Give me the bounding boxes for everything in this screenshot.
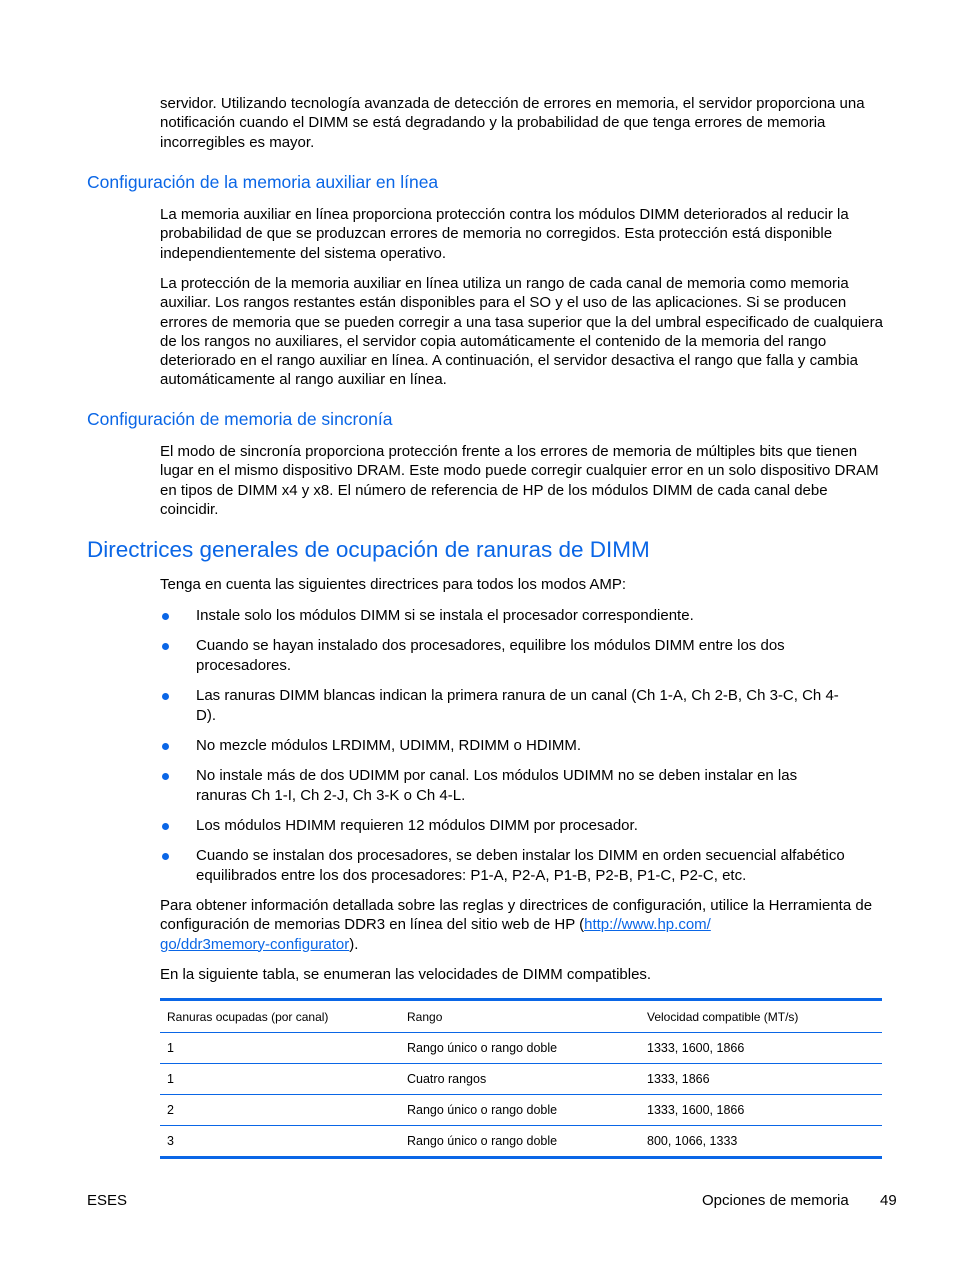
table-row [160, 1126, 882, 1156]
table-cell: Rango único o rango doble [407, 1134, 558, 1148]
lockstep-heading: Configuración de memoria de sincronía [87, 409, 393, 429]
guideline-item [160, 636, 850, 676]
table-cell: 1 [167, 1072, 174, 1086]
spare-memory-heading: Configuración de la memoria auxiliar en línea [87, 172, 439, 192]
guideline-item [160, 686, 850, 726]
table-header-row [160, 1001, 882, 1033]
guideline-text: No mezcle módulos LRDIMM, UDIMM, RDIMM o HDIMM. [196, 737, 582, 754]
bullet-icon [162, 773, 169, 780]
table-row [160, 1033, 882, 1064]
table-row [160, 1064, 882, 1095]
table-cell: 1 [167, 1041, 174, 1055]
footer-locale: ESES [87, 1192, 128, 1209]
spare-memory-paragraph-1: La memoria auxiliar en línea proporciona protección contra los módulos DIMM deteriorados al reducir la probabilidad de que se produzcan errores de memoria no corregidos. Esta protección está disponible independientemente del sistema operativo. [160, 206, 849, 262]
guideline-item [160, 606, 850, 626]
spare-memory-paragraph-2: La protección de la memoria auxiliar en línea utiliza un rango de cada canal de memoria como memoria auxiliar. Los rangos restantes están disponibles para el SO y el uso de las aplicaciones. Si se producen errores de memoria que se pueden corregir a una tasa superior que la del umbral especificado de cualquiera de los rangos no auxiliares, el servidor copia automáticamente el contenido de la memoria del rango deteriorado en el rango auxiliar en línea. A continuación, el servidor desactiva el rango que falla y cambia automáticamente al rango auxiliar en línea. [160, 275, 883, 389]
guideline-text: Cuando se instalan dos procesadores, se deben instalar los DIMM en orden secuencial alfabético equilibrados entre los dos procesadores: P1-A, P2-A, P1-B, P2-B, P1-C, P2-C, etc. [196, 847, 845, 884]
bullet-icon [162, 613, 169, 620]
guideline-text: Cuando se hayan instalado dos procesadores, equilibre los módulos DIMM entre los dos procesadores. [196, 637, 785, 674]
bullet-icon [162, 853, 169, 860]
guideline-item [160, 846, 850, 886]
more-info-closing: ). [349, 935, 359, 953]
guideline-text: Las ranuras DIMM blancas indican la primera ranura de un canal (Ch 1-A, Ch 2-B, Ch 3-C, Ch 4-D). [196, 687, 839, 724]
table-header-cell: Velocidad compatible (MT/s) [647, 1009, 799, 1024]
table-cell: Cuatro rangos [407, 1072, 487, 1086]
table-cell: Rango único o rango doble [407, 1103, 558, 1117]
configurator-link-part2: go/ddr3memory-configurator [160, 935, 350, 953]
more-info-paragraph [160, 896, 884, 954]
guidelines-intro: Tenga en cuenta las siguientes directrices para todos los modos AMP: [160, 576, 627, 593]
guideline-item [160, 766, 850, 806]
bullet-icon [162, 743, 169, 750]
guideline-item [160, 736, 850, 756]
bullet-icon [162, 643, 169, 650]
table-cell: 1333, 1600, 1866 [647, 1041, 745, 1055]
table-cell: 1333, 1866 [647, 1072, 710, 1086]
dimm-speed-table [160, 998, 882, 1159]
guideline-item [160, 816, 850, 836]
table-intro: En la siguiente tabla, se enumeran las velocidades de DIMM compatibles. [160, 966, 652, 983]
table-header-cell: Ranuras ocupadas (por canal) [167, 1009, 329, 1024]
footer-page-number: 49 [880, 1192, 897, 1209]
more-info-text: Para obtener información detallada sobre las reglas y directrices de configuración, utilice la Herramienta de configuración de memorias DDR3 en línea del sitio web de HP ( [160, 897, 873, 934]
intro-paragraph: servidor. Utilizando tecnología avanzada de detección de errores en memoria, el servidor proporciona una notificación cuando el DIMM se está degradando y la probabilidad de que tenga errores de memoria incorregibles es mayor. [160, 95, 865, 151]
bullet-icon [162, 693, 169, 700]
table-cell: 3 [167, 1134, 174, 1148]
table-cell: 2 [167, 1103, 174, 1117]
table-cell: Rango único o rango doble [407, 1041, 558, 1055]
guidelines-heading: Directrices generales de ocupación de ranuras de DIMM [87, 537, 650, 562]
footer-section-title: Opciones de memoria [702, 1192, 849, 1209]
guideline-text: Los módulos HDIMM requieren 12 módulos DIMM por procesador. [196, 817, 638, 834]
guideline-text: Instale solo los módulos DIMM si se instala el procesador correspondiente. [196, 607, 694, 624]
bullet-icon [162, 823, 169, 830]
table-header-cell: Rango [407, 1009, 443, 1024]
table-row [160, 1095, 882, 1126]
lockstep-paragraph: El modo de sincronía proporciona protección frente a los errores de memoria de múltiples bits que tienen lugar en el mismo dispositivo DRAM. Este modo puede corregir cualquier error en un solo dispositivo DRAM en tipos de DIMM x4 y x8. El número de referencia de HP de los módulos DIMM de cada canal debe coincidir. [160, 443, 879, 518]
configurator-link-part1: http://www.hp.com/ [584, 916, 711, 934]
table-cell: 1333, 1600, 1866 [647, 1103, 745, 1117]
table-cell: 800, 1066, 1333 [647, 1134, 738, 1148]
guideline-text: No instale más de dos UDIMM por canal. Los módulos UDIMM no se deben instalar en las ranuras Ch 1-I, Ch 2-J, Ch 3-K o Ch 4-L. [196, 767, 798, 804]
